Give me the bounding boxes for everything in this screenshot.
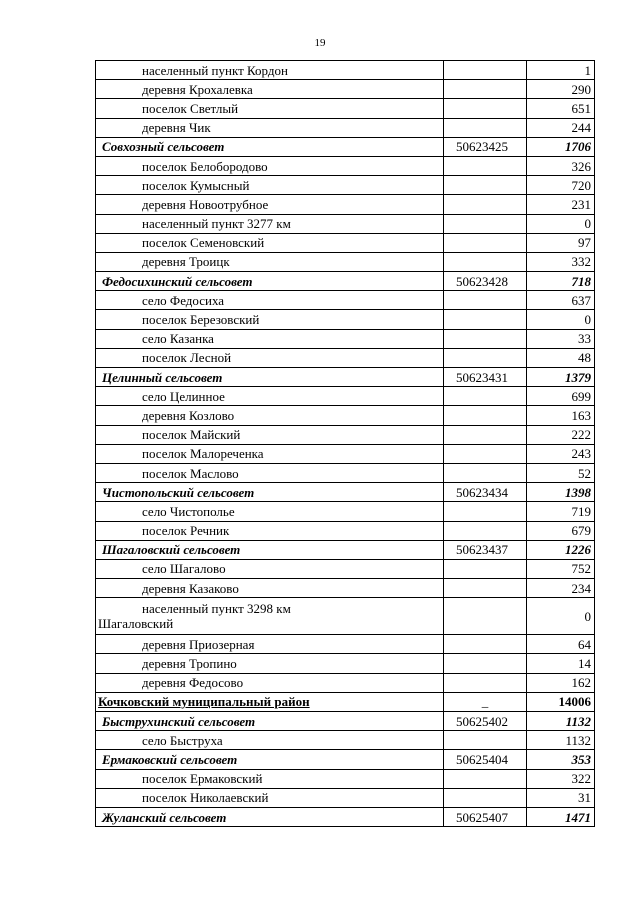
name-cell — [96, 598, 444, 635]
population-cell: 326 — [527, 156, 595, 175]
oktmo-code-cell: 50625402 — [444, 712, 527, 731]
selsovet-row — [96, 807, 595, 826]
population-cell: 1 — [527, 61, 595, 80]
population-cell: 52 — [527, 463, 595, 482]
population-cell: 231 — [527, 195, 595, 214]
oktmo-code-cell — [444, 118, 527, 137]
settlement-row — [96, 61, 595, 80]
name-cell: деревня Тропино — [96, 654, 444, 673]
name-cell: село Быструха — [96, 731, 444, 750]
name-cell: поселок Речник — [96, 521, 444, 540]
population-cell: 0 — [527, 310, 595, 329]
name-cell: деревня Чик — [96, 118, 444, 137]
name-cell: деревня Казаково — [96, 579, 444, 598]
name-cell: поселок Малореченка — [96, 444, 444, 463]
settlement-row — [96, 444, 595, 463]
population-cell: 322 — [527, 769, 595, 788]
oktmo-code-cell — [444, 176, 527, 195]
population-cell: 48 — [527, 348, 595, 367]
name-cell: село Чистополье — [96, 502, 444, 521]
oktmo-code-cell — [444, 233, 527, 252]
settlement-row — [96, 635, 595, 654]
population-cell: 162 — [527, 673, 595, 692]
oktmo-code-cell — [444, 406, 527, 425]
settlement-row — [96, 521, 595, 540]
settlement-row — [96, 233, 595, 252]
settlement-row — [96, 118, 595, 137]
name-cell: поселок Березовский — [96, 310, 444, 329]
name-cell: Быструхинский сельсовет — [96, 712, 444, 731]
settlement-row — [96, 176, 595, 195]
oktmo-code-cell: 50623437 — [444, 540, 527, 559]
population-cell: 332 — [527, 252, 595, 271]
name-cell: деревня Приозерная — [96, 635, 444, 654]
name-cell: поселок Николаевский — [96, 788, 444, 807]
settlement-population-table — [95, 60, 595, 827]
name-cell: деревня Троицк — [96, 252, 444, 271]
population-cell: 1226 — [527, 540, 595, 559]
population-cell: 244 — [527, 118, 595, 137]
settlement-row — [96, 406, 595, 425]
name-cell: поселок Семеновский — [96, 233, 444, 252]
settlement-row — [96, 348, 595, 367]
table-body — [96, 61, 595, 827]
population-cell: 1471 — [527, 807, 595, 826]
settlement-row — [96, 502, 595, 521]
name-line-2: Шагаловский — [98, 616, 174, 632]
settlement-row — [96, 99, 595, 118]
name-cell: село Шагалово — [96, 559, 444, 578]
name-cell: Шагаловский сельсовет — [96, 540, 444, 559]
population-cell: 14 — [527, 654, 595, 673]
oktmo-code-cell: 50623425 — [444, 137, 527, 156]
name-cell: село Казанка — [96, 329, 444, 348]
oktmo-code-cell — [444, 425, 527, 444]
oktmo-code-cell — [444, 654, 527, 673]
selsovet-row — [96, 137, 595, 156]
name-cell: село Федосиха — [96, 291, 444, 310]
name-cell: Совхозный сельсовет — [96, 137, 444, 156]
population-cell: 64 — [527, 635, 595, 654]
population-cell: 718 — [527, 272, 595, 291]
oktmo-code-cell — [444, 788, 527, 807]
population-cell: 720 — [527, 176, 595, 195]
name-cell: Жуланский сельсовет — [96, 807, 444, 826]
oktmo-code-cell — [444, 731, 527, 750]
population-cell: 1132 — [527, 731, 595, 750]
settlement-row — [96, 387, 595, 406]
selsovet-row — [96, 540, 595, 559]
population-cell: 163 — [527, 406, 595, 425]
settlement-row — [96, 788, 595, 807]
settlement-row — [96, 559, 595, 578]
population-cell: 222 — [527, 425, 595, 444]
name-cell: поселок Белобородово — [96, 156, 444, 175]
oktmo-code-cell — [444, 156, 527, 175]
name-cell: Ермаковский сельсовет — [96, 750, 444, 769]
page-number: 19 — [314, 37, 326, 49]
oktmo-code-cell: 50625407 — [444, 807, 527, 826]
population-cell: 290 — [527, 80, 595, 99]
name-cell: населенный пункт 3277 км — [96, 214, 444, 233]
selsovet-row — [96, 712, 595, 731]
settlement-row — [96, 654, 595, 673]
oktmo-code-cell — [444, 635, 527, 654]
oktmo-code-cell — [444, 521, 527, 540]
population-cell: 1379 — [527, 368, 595, 387]
oktmo-code-cell: 50623434 — [444, 483, 527, 502]
selsovet-row — [96, 272, 595, 291]
district-row — [96, 692, 595, 711]
oktmo-code-cell: 50625404 — [444, 750, 527, 769]
oktmo-code-cell — [444, 80, 527, 99]
population-cell: 1706 — [527, 137, 595, 156]
oktmo-code-cell — [444, 195, 527, 214]
oktmo-code-cell — [444, 387, 527, 406]
name-cell: поселок Маслово — [96, 463, 444, 482]
population-cell: 1398 — [527, 483, 595, 502]
name-cell: поселок Лесной — [96, 348, 444, 367]
settlement-row — [96, 252, 595, 271]
settlement-row — [96, 579, 595, 598]
settlement-row — [96, 80, 595, 99]
settlement-row — [96, 463, 595, 482]
settlement-row — [96, 731, 595, 750]
population-cell: 97 — [527, 233, 595, 252]
oktmo-code-cell — [444, 579, 527, 598]
population-cell: 353 — [527, 750, 595, 769]
oktmo-code-cell — [444, 444, 527, 463]
name-cell: Федосихинский сельсовет — [96, 272, 444, 291]
oktmo-code-cell — [444, 502, 527, 521]
oktmo-code-cell — [444, 559, 527, 578]
oktmo-code-cell — [444, 769, 527, 788]
oktmo-code-cell — [444, 463, 527, 482]
name-cell: деревня Козлово — [96, 406, 444, 425]
population-cell: 33 — [527, 329, 595, 348]
oktmo-code-cell — [444, 598, 527, 635]
settlement-row — [96, 291, 595, 310]
population-cell: 699 — [527, 387, 595, 406]
population-cell: 752 — [527, 559, 595, 578]
settlement-row — [96, 598, 595, 635]
name-cell: поселок Майский — [96, 425, 444, 444]
oktmo-code-cell — [444, 673, 527, 692]
oktmo-code-cell — [444, 329, 527, 348]
settlement-row — [96, 769, 595, 788]
settlement-row — [96, 195, 595, 214]
oktmo-code-cell — [444, 61, 527, 80]
oktmo-code-cell — [444, 99, 527, 118]
population-cell: 243 — [527, 444, 595, 463]
population-cell: 719 — [527, 502, 595, 521]
selsovet-row — [96, 750, 595, 769]
settlement-row — [96, 156, 595, 175]
name-line-1: населенный пункт 3298 км — [142, 601, 291, 617]
oktmo-code-cell: _ — [444, 692, 527, 711]
name-cell: Кочковский муниципальный район — [96, 692, 444, 711]
oktmo-code-cell — [444, 291, 527, 310]
name-cell: деревня Федосово — [96, 673, 444, 692]
settlement-row — [96, 425, 595, 444]
population-cell: 31 — [527, 788, 595, 807]
population-cell: 0 — [527, 214, 595, 233]
oktmo-code-cell: 50623428 — [444, 272, 527, 291]
population-cell: 14006 — [527, 692, 595, 711]
settlement-row — [96, 329, 595, 348]
name-cell: Целинный сельсовет — [96, 368, 444, 387]
name-cell: поселок Ермаковский — [96, 769, 444, 788]
settlement-row — [96, 214, 595, 233]
population-cell: 651 — [527, 99, 595, 118]
name-cell: поселок Кумысный — [96, 176, 444, 195]
name-cell: поселок Светлый — [96, 99, 444, 118]
population-cell: 1132 — [527, 712, 595, 731]
population-cell: 679 — [527, 521, 595, 540]
population-cell: 637 — [527, 291, 595, 310]
name-cell: село Целинное — [96, 387, 444, 406]
selsovet-row — [96, 368, 595, 387]
name-cell: деревня Новоотрубное — [96, 195, 444, 214]
settlement-row — [96, 310, 595, 329]
name-cell: населенный пункт Кордон — [96, 61, 444, 80]
population-cell: 234 — [527, 579, 595, 598]
oktmo-code-cell — [444, 310, 527, 329]
name-cell: деревня Крохалевка — [96, 80, 444, 99]
population-cell: 0 — [527, 598, 595, 635]
oktmo-code-cell — [444, 348, 527, 367]
oktmo-code-cell — [444, 214, 527, 233]
name-cell: Чистопольский сельсовет — [96, 483, 444, 502]
selsovet-row — [96, 483, 595, 502]
oktmo-code-cell — [444, 252, 527, 271]
oktmo-code-cell: 50623431 — [444, 368, 527, 387]
settlement-row — [96, 673, 595, 692]
